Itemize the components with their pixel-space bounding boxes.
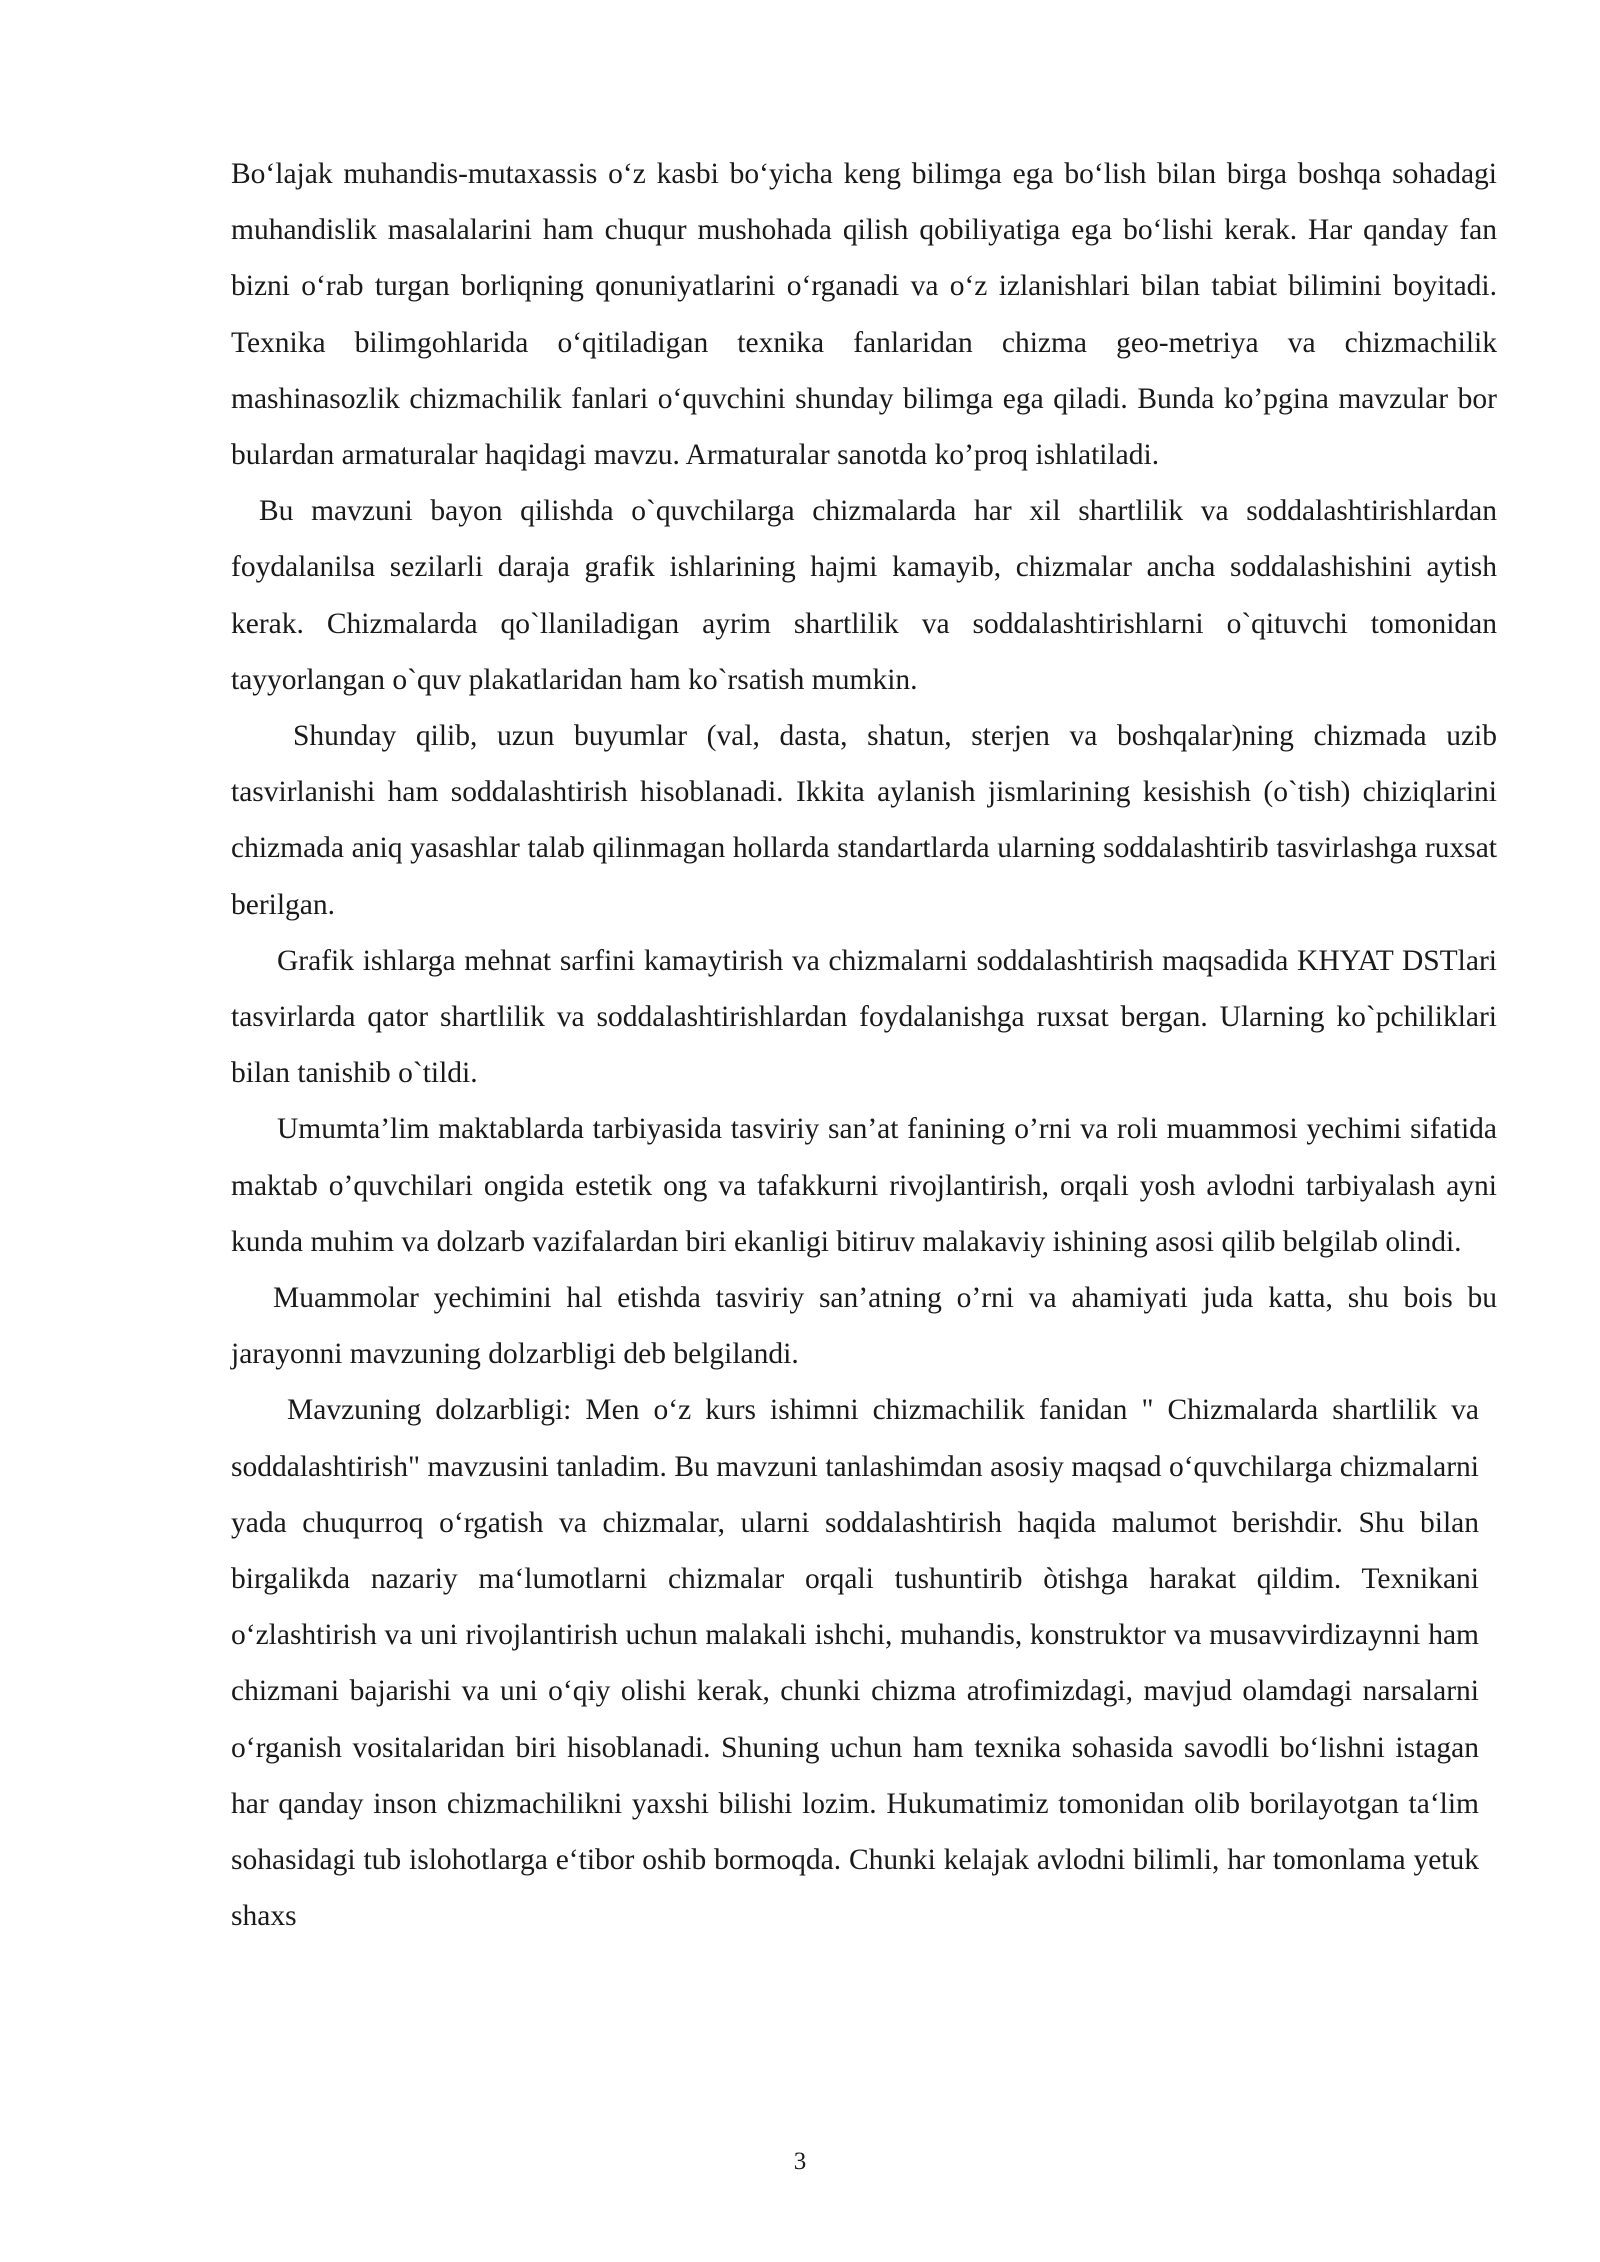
- paragraph-2: Bu mavzuni bayon qilishda o`quvchilarga chizmalarda har xil shartlilik va soddalashtirishlardan foydalanilsa sezilarli daraja grafik ishlarining hajmi kamayib, chizmalar ancha soddalashishini aytish kerak. Chizmalarda qo`llaniladigan ayrim shartlilik va soddalashtirishlarni o`qituvchi tomonidan tayyorlangan o`quv plakatlaridan ham ko`rsatish mumkin.: [231, 495, 1497, 696]
- paragraph-1: Bo‘lajak muhandis-mutaxassis o‘z kasbi bo‘yicha keng bilimga ega bo‘lish bilan birga boshqa sohadagi muhandislik masalalarini ham chuqur mushohada qilish qobiliyatiga ega bo‘lishi kerak. Har qanday fan bizni o‘rab turgan borliqning qonuniyatlarini o‘rganadi va o‘z izlanishlari bilan tabiat bilimini boyitadi. Texnika bilimgohlarida o‘qitiladigan texnika fanlaridan chizma geo-metriya va chizmachilik mashinasozlik chizmachilik fanlari o‘quvchini shunday bilimga ega qiladi. Bunda ko’pgina mavzular bor bulardan armaturalar haqidagi mavzu. Armaturalar sanotda ko’proq ishlatiladi.: [231, 158, 1497, 472]
- body-text: [231, 146, 1497, 1945]
- page-number: 3: [793, 2148, 807, 2175]
- paragraph-5: Umumta’lim maktablarda tarbiyasida tasviriy san’at fanining o’rni va roli muammosi yechimi sifatida maktab o’quvchilari ongida estetik ong va tafakkurni rivojlantirish, orqali yosh avlodni tarbiyalash ayni kunda muhim va dolzarb vazifalardan biri ekanligi bitiruv malakaviy ishining asosi qilib belgilab olindi.: [231, 1113, 1497, 1258]
- paragraph-3: Shunday qilib, uzun buyumlar (val, dasta, shatun, sterjen va boshqalar)ning chizmada uzib tasvirlanishi ham soddalashtirish hisoblanadi. Ikkita aylanish jismlarining kesishish (o`tish) chiziqlarini chizmada aniq yasashlar talab qilinmagan hollarda standartlarda ularning soddalashtirib tasvirlashga ruxsat berilgan.: [231, 720, 1497, 921]
- paragraph-6: Muammolar yechimini hal etishda tasviriy san’atning o’rni va ahamiyati juda katta, shu bois bu jarayonni mavzuning dolzarbligi deb belgilandi.: [231, 1282, 1497, 1371]
- paragraph-4: Grafik ishlarga mehnat sarfini kamaytirish va chizmalarni soddalashtirish maqsadida KHYAT DSTlari tasvirlarda qator shartlilik va soddalashtirishlardan foydalanishga ruxsat bergan. Ularning ko`pchiliklari bilan tanishib o`tildi.: [231, 944, 1497, 1090]
- paragraph-7: Mavzuning dolzarbligi: Men o‘z kurs ishimni chizmachilik fanidan " Chizmalarda shartlilik va soddalashtirish" mavzusini tanladim. Bu mavzuni tanlashimdan asosiy maqsad o‘quvchilarga chizmalarni yada chuqurroq o‘rgatish va chizmalar, ularni soddalashtirish haqida malumot berishdir. Shu bilan birgalikda nazariy ma‘lumotlarni chizmalar orqali tushuntirib òtishga harakat qildim. Texnikani o‘zlashtirish va uni rivojlantirish uchun malakali ishchi, muhandis, konstruktor va musavvirdizaynni ham chizmani bajarishi va uni o‘qiy olishi kerak, chunki chizma atrofimizdagi, mavjud olamdagi narsalarni o‘rganish vositalaridan biri hisoblanadi. Shuning uchun ham texnika sohasida savodli bo‘lishni istagan har qanday inson chizmachilikni yaxshi bilishi lozim. Hukumatimiz tomonidan olib borilayotgan ta‘lim sohasidagi tub islohotlarga e‘tibor oshib bormoqda. Chunki kelajak avlodni bilimli, har tomonlama yetuk shaxs: [231, 1394, 1479, 1933]
